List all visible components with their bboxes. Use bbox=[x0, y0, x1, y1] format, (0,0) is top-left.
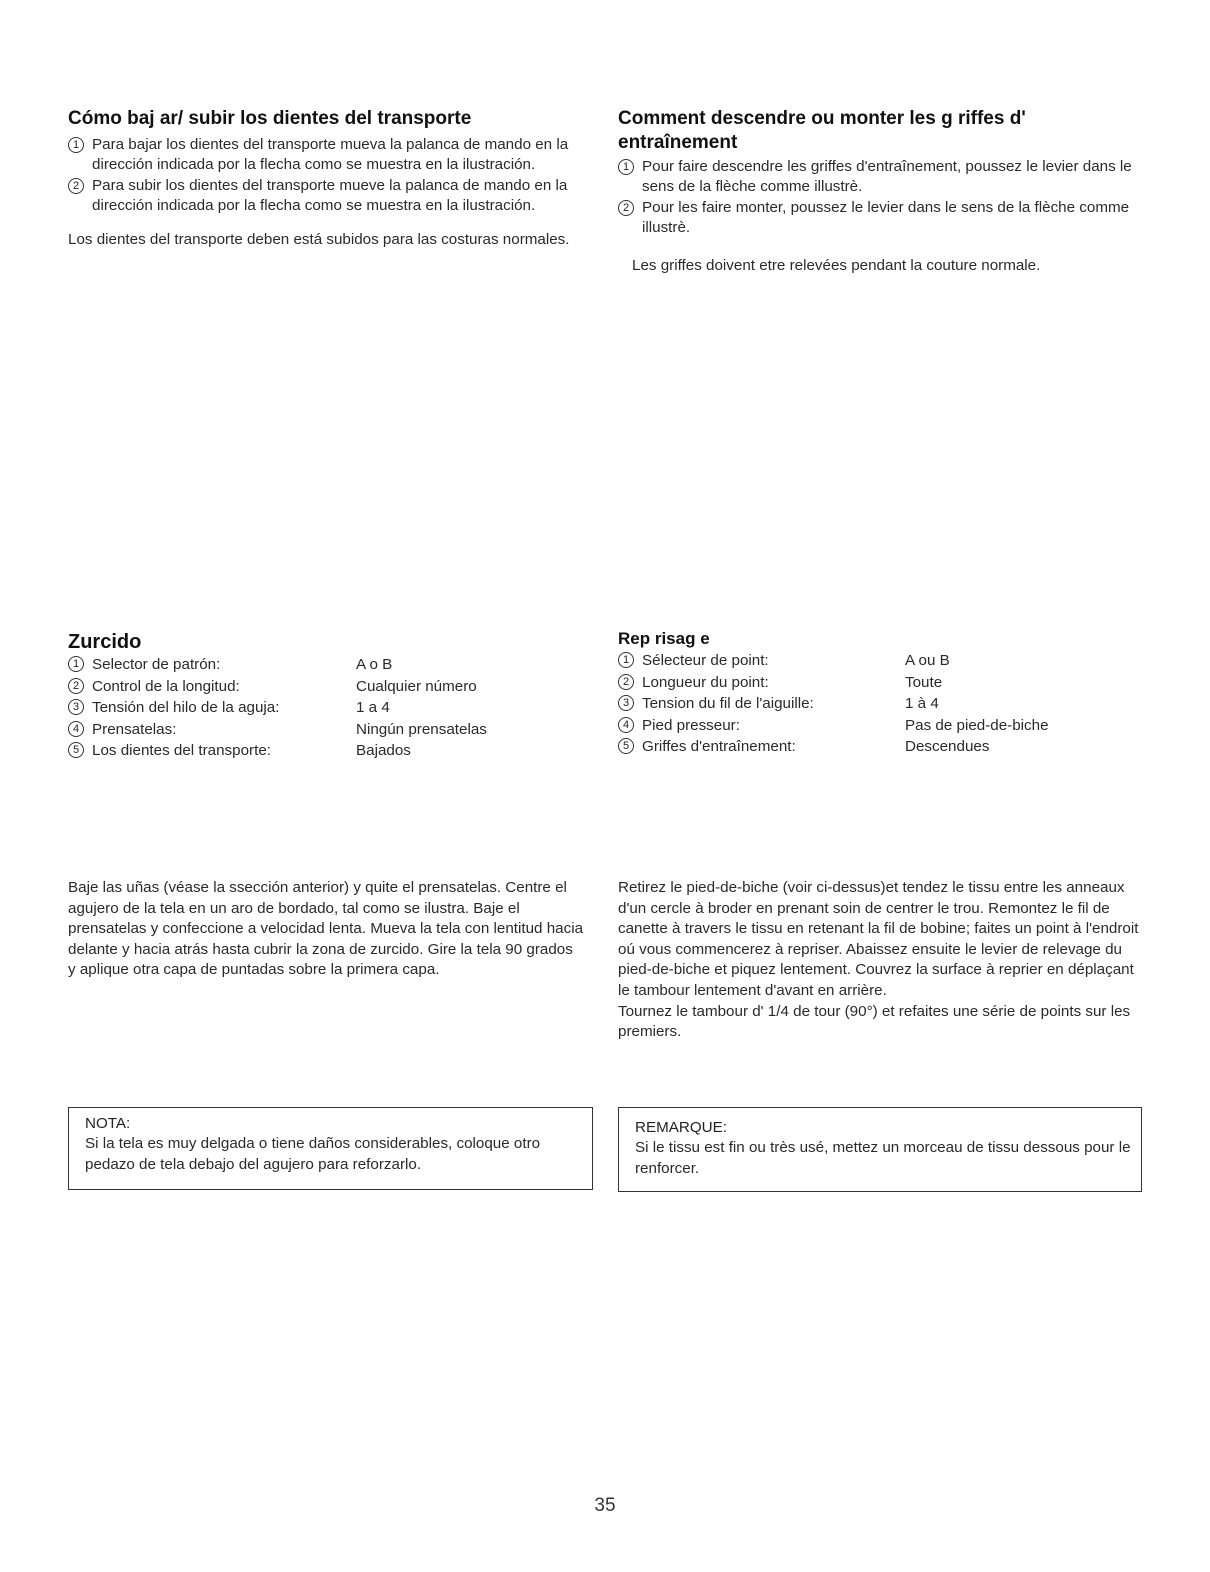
setting-value: Descendues bbox=[905, 738, 990, 756]
page-number: 35 bbox=[594, 1495, 616, 1516]
list-item bbox=[68, 176, 593, 217]
setting-label: Tensión del hilo de la aguja: bbox=[92, 699, 280, 717]
darning-settings-es bbox=[68, 654, 593, 762]
note-label-fr: REMARQUE: bbox=[635, 1119, 727, 1136]
step-text: Pour faire descendre les griffes d'entraînement, poussez le levier dans le sens de la flèche comme illustrè. bbox=[642, 158, 1132, 196]
setting-value: A ou B bbox=[905, 652, 950, 669]
feed-dogs-title-fr: Comment descendre ou monter les g riffes d' entraînement bbox=[618, 108, 1026, 153]
feed-dogs-steps-es bbox=[68, 135, 593, 217]
setting-label: Longueur du point: bbox=[642, 673, 769, 691]
setting-row bbox=[68, 697, 593, 719]
setting-row bbox=[68, 654, 593, 676]
step-text: Para subir los dientes del transporte mueve la palanca de mando en la dirección indicada por la flecha como se muestra en la ilustración. bbox=[92, 176, 568, 215]
note-box-es bbox=[68, 1107, 593, 1190]
setting-value: Toute bbox=[905, 673, 943, 691]
setting-row bbox=[68, 719, 593, 741]
setting-number-2: 2 bbox=[68, 678, 84, 694]
setting-number-3: 3 bbox=[68, 699, 84, 715]
setting-number-1: 1 bbox=[618, 652, 634, 668]
setting-label: Control de la longitud: bbox=[92, 677, 240, 695]
setting-label: Griffes d'entraînement: bbox=[642, 738, 796, 756]
darning-instructions-text-fr: Retirez le pied-de-biche (voir ci-dessus)et tendez le tissu entre les anneaux d'un cercle à broder en prenant soin de centrer le trou. Remontez le fil de canette à travers le tissu en retenant la fil de bobine; faites un point à l'endroit oú vous commencerez à repriser. Abaissez ensuite le levier de relevage du pied-de-biche et piquez lentement. Couvrez la surface à reprier en déplaçant le tambour lentement d'avant en arrière. bbox=[618, 879, 1139, 999]
setting-value: Cualquier número bbox=[356, 677, 477, 695]
setting-row bbox=[618, 715, 1143, 737]
setting-number-3: 3 bbox=[618, 695, 634, 711]
setting-number-1: 1 bbox=[68, 656, 84, 672]
feed-dogs-steps-fr bbox=[618, 157, 1143, 239]
list-item bbox=[618, 198, 1143, 239]
setting-number-5: 5 bbox=[68, 742, 84, 758]
setting-row bbox=[618, 736, 1143, 758]
setting-label: Tension du fil de l'aiguille: bbox=[642, 695, 814, 713]
setting-value: Ningún prensatelas bbox=[356, 720, 487, 738]
darning-instructions-fr bbox=[618, 878, 1140, 1043]
note-box-fr bbox=[618, 1107, 1142, 1192]
feed-dogs-section-es bbox=[68, 107, 593, 250]
step-number-1: 1 bbox=[618, 159, 634, 175]
step-text: Para bajar los dientes del transporte mueva la palanca de mando en la dirección indicada por la flecha como se muestra en la ilustración. bbox=[92, 136, 569, 174]
feed-dogs-title-es: Cómo baj ar/ subir los dientes del transporte bbox=[68, 108, 472, 129]
darning-settings-fr bbox=[618, 650, 1143, 758]
setting-row bbox=[618, 650, 1143, 672]
setting-label: Sélecteur de point: bbox=[642, 652, 769, 669]
feed-dogs-note-fr: Les griffes doivent etre relevées pendant la couture normale. bbox=[632, 256, 1041, 274]
note-text-es: Si la tela es muy delgada o tiene daños considerables, coloque otro pedazo de tela debajo del agujero para reforzarlo. bbox=[85, 1135, 541, 1173]
darning-section-es bbox=[68, 630, 593, 762]
setting-row bbox=[68, 676, 593, 698]
step-number-1: 1 bbox=[68, 137, 84, 153]
feed-dogs-section-fr bbox=[618, 107, 1143, 276]
list-item bbox=[68, 135, 593, 176]
note-label-es: NOTA: bbox=[85, 1115, 131, 1132]
darning-title-es: Zurcido bbox=[68, 631, 142, 653]
darning-section-fr bbox=[618, 628, 1143, 758]
step-number-2: 2 bbox=[68, 178, 84, 194]
feed-dogs-note-es: Los dientes del transporte deben está subidos para las costuras normales. bbox=[68, 230, 570, 248]
darning-instructions-es bbox=[68, 878, 583, 981]
setting-label: Selector de patrón: bbox=[92, 656, 221, 673]
note-text-fr: Si le tissu est fin ou très usé, mettez un morceau de tissu dessous pour le renforcer. bbox=[635, 1139, 1131, 1177]
step-number-2: 2 bbox=[618, 200, 634, 216]
setting-label: Los dientes del transporte: bbox=[92, 742, 271, 760]
list-item bbox=[618, 157, 1143, 198]
setting-number-4: 4 bbox=[68, 721, 84, 737]
setting-row bbox=[618, 693, 1143, 715]
setting-value: Pas de pied-de-biche bbox=[905, 716, 1049, 734]
setting-value: A o B bbox=[356, 656, 393, 673]
setting-value: 1 à 4 bbox=[905, 695, 939, 713]
darning-instructions-text-es: Baje las uñas (véase la ssección anterior) y quite el prensatelas. Centre el agujero de la tela en un aro de bordado, tal como se ilustra. Baje el prensatelas y confeccione a velocidad lenta. Mueva la tela con lentitud hacia delante y hacia atrás hasta cubrir la zona de zurcido. Gire la tela 90 grados y aplique otra capa de puntadas sobre la primera capa. bbox=[68, 879, 584, 979]
setting-row bbox=[68, 740, 593, 762]
setting-row bbox=[618, 672, 1143, 694]
darning-title-fr: Rep risag e bbox=[618, 629, 710, 648]
setting-value: Bajados bbox=[356, 742, 411, 760]
setting-number-4: 4 bbox=[618, 717, 634, 733]
setting-label: Pied presseur: bbox=[642, 716, 740, 734]
step-text: Pour les faire monter, poussez le levier dans le sens de la flèche comme illustrè. bbox=[642, 198, 1130, 237]
setting-number-2: 2 bbox=[618, 674, 634, 690]
setting-label: Prensatelas: bbox=[92, 720, 177, 738]
setting-number-5: 5 bbox=[618, 738, 634, 754]
setting-value: 1 a 4 bbox=[356, 699, 390, 717]
darning-instructions-text2-fr: Tournez le tambour d' 1/4 de tour (90°) et refaites une série de points sur les premiers. bbox=[618, 1002, 1131, 1041]
